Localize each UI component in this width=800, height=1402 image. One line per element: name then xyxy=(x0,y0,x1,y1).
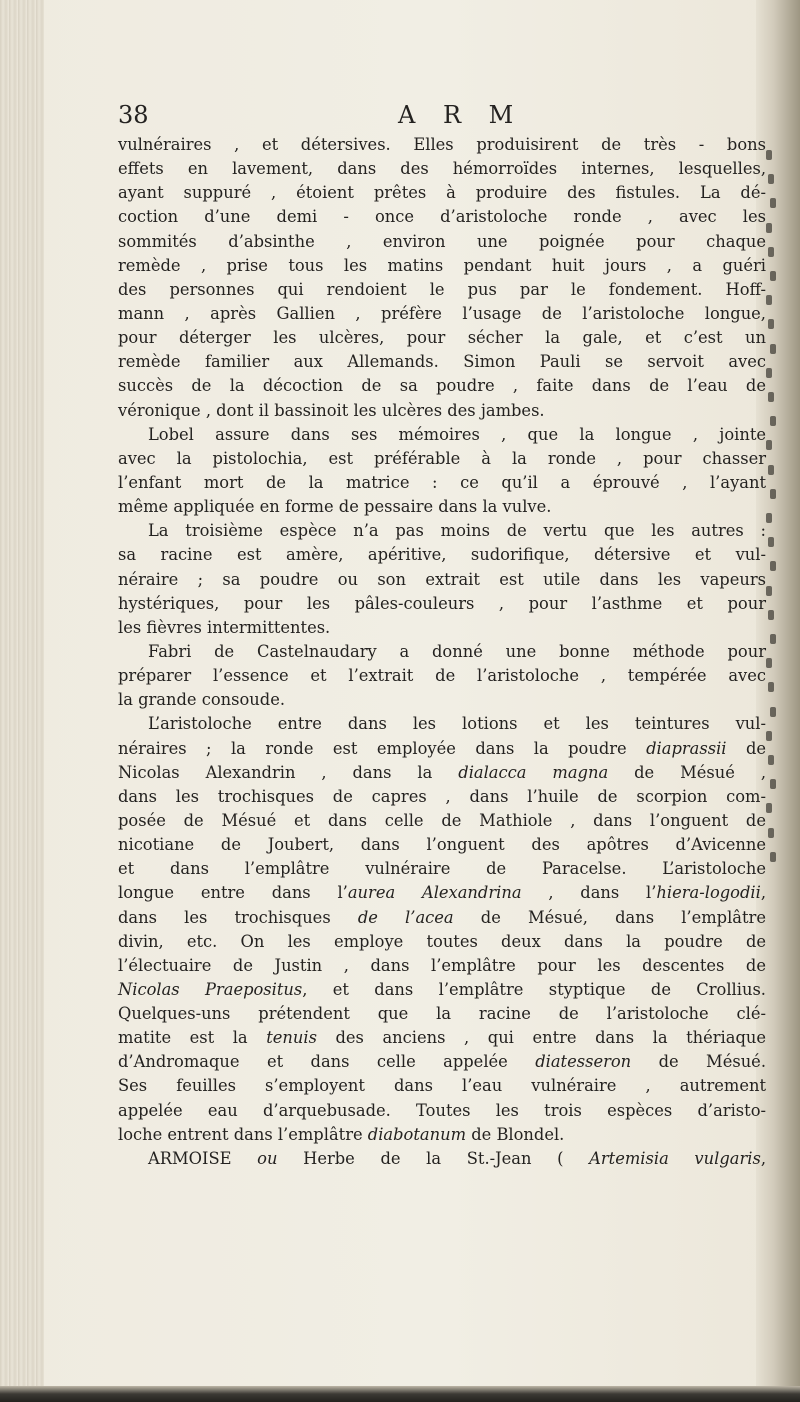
text-line: longue entre dans l’aurea Alexandrina , dans l’hiera-logodii, xyxy=(118,883,766,903)
bleed-mark xyxy=(770,271,776,281)
text-line: avec la pistolochia, est préférable à la ronde , pour chasser xyxy=(118,448,766,468)
text-line: les fièvres intermittentes. xyxy=(118,617,331,637)
text-line: L’aristoloche entre dans les lotions et les teintures vul- xyxy=(148,714,766,734)
text-line: coction d’une demi - once d’aristoloche ronde , avec les xyxy=(118,207,766,227)
text-line: appelée eau d’arquebusade. Toutes les trois espèces d’aristo- xyxy=(118,1100,766,1120)
bleed-mark xyxy=(768,247,774,257)
text-line: Lobel assure dans ses mémoires , que la longue , jointe xyxy=(148,424,766,444)
text-line: sommités d’absinthe , environ une poignée pour chaque xyxy=(118,231,766,251)
text-line: sa racine est amère, apéritive, sudorifique, détersive et vul- xyxy=(118,545,766,565)
text-line: hystériques, pour les pâles-couleurs , pour l’asthme et pour xyxy=(118,593,766,613)
text-line: vulnéraires , et détersives. Elles produisirent de très - bons xyxy=(118,135,766,154)
bleed-mark xyxy=(766,658,772,668)
bleed-mark xyxy=(766,223,772,233)
page-number: 38 xyxy=(118,101,149,129)
text-line: d’Andromaque et dans celle appelée diatesseron de Mésué. xyxy=(118,1052,766,1072)
bleed-mark xyxy=(768,610,774,620)
text-line: dans les trochisques de capres , dans l’huile de scorpion com- xyxy=(118,786,766,806)
bleed-mark xyxy=(770,198,776,208)
text-line: La troisième espèce n’a pas moins de vertu que les autres : xyxy=(148,521,766,541)
text-line: des personnes qui rendoient le pus par le fondement. Hoff- xyxy=(118,279,766,299)
page-left-edge xyxy=(0,0,44,1402)
bleed-mark xyxy=(766,731,772,741)
bleed-mark xyxy=(770,416,776,426)
bleed-mark xyxy=(770,707,776,717)
text-line: la grande consoude. xyxy=(118,690,286,710)
bleed-mark xyxy=(770,779,776,789)
bleed-mark xyxy=(766,295,772,305)
text-line: Nicolas Alexandrin , dans la dialacca magna de Mésué , xyxy=(118,762,766,782)
text-line: matite est la tenuis des anciens , qui entre dans la thériaque xyxy=(118,1028,766,1048)
bleed-mark xyxy=(766,440,772,450)
text-line: Nicolas Praepositus, et dans l’emplâtre styptique de Crollius. xyxy=(118,979,766,999)
text-line: l’électuaire de Justin , dans l’emplâtre pour les descentes de xyxy=(118,955,766,975)
text-line: ARMOISE ou Herbe de la St.-Jean ( Artemisia vulgaris, xyxy=(148,1148,766,1168)
bleed-mark xyxy=(766,803,772,813)
text-line: loche entrent dans l’emplâtre diabotanum de Blondel. xyxy=(118,1124,565,1144)
bleed-mark xyxy=(766,586,772,596)
text-line: effets en lavement, dans des hémorroïdes internes, lesquelles, xyxy=(118,159,766,179)
text-line: et dans l’emplâtre vulnéraire de Paracelse. L’aristoloche xyxy=(118,859,766,879)
text-line: véronique , dont il bassinoit les ulcères des jambes. xyxy=(118,400,545,420)
bleed-mark xyxy=(770,344,776,354)
running-head: A R M xyxy=(398,101,524,129)
body-text xyxy=(118,133,766,1171)
bleed-mark xyxy=(768,174,774,184)
bleed-mark xyxy=(768,682,774,692)
bleed-mark xyxy=(770,634,776,644)
text-line: divin, etc. On les employe toutes deux dans la poudre de xyxy=(118,931,766,951)
text-line: l’enfant mort de la matrice : ce qu’il a éprouvé , l’ayant xyxy=(118,472,766,492)
bleed-mark xyxy=(770,852,776,862)
text-line: Quelques-uns prétendent que la racine de l’aristoloche clé- xyxy=(118,1004,766,1024)
text-line: ayant suppuré , étoient prêtes à produire des fistules. La dé- xyxy=(118,183,766,203)
text-line: mann , après Gallien , préfère l’usage de l’aristoloche longue, xyxy=(118,303,766,323)
text-line: remède familier aux Allemands. Simon Pauli se servoit avec xyxy=(118,352,766,372)
text-line: Ses feuilles s’employent dans l’eau vulnéraire , autrement xyxy=(118,1076,766,1096)
text-line: posée de Mésué et dans celle de Mathiole , dans l’onguent de xyxy=(118,810,766,830)
page-header xyxy=(118,100,758,130)
bleed-mark xyxy=(768,465,774,475)
page-bottom-edge xyxy=(0,1386,800,1402)
text-line: néraires ; la ronde est employée dans la poudre diaprassii de xyxy=(118,738,767,758)
text-line: succès de la décoction de sa poudre , faite dans de l’eau de xyxy=(118,376,766,396)
text-line: préparer l’essence et l’extrait de l’aristoloche , tempérée avec xyxy=(118,666,766,686)
bleed-mark xyxy=(768,392,774,402)
bleed-mark xyxy=(766,150,772,160)
text-line: remède , prise tous les matins pendant huit jours , a guéri xyxy=(118,255,766,275)
bleed-mark xyxy=(768,828,774,838)
text-line: dans les trochisques de l’acea de Mésué, dans l’emplâtre xyxy=(118,907,766,927)
bleed-mark xyxy=(768,755,774,765)
text-line: néraire ; sa poudre ou son extrait est utile dans les vapeurs xyxy=(118,569,766,589)
bleed-mark xyxy=(766,368,772,378)
bleed-mark xyxy=(768,537,774,547)
text-line: même appliquée en forme de pessaire dans la vulve. xyxy=(118,497,552,517)
bleed-mark xyxy=(770,561,776,571)
text-line: nicotiane de Joubert, dans l’onguent des apôtres d’Avicenne xyxy=(118,835,766,855)
bleed-mark xyxy=(766,513,772,523)
text-line: pour déterger les ulcères, pour sécher la gale, et c’est un xyxy=(118,328,766,348)
bleed-mark xyxy=(770,489,776,499)
bleed-mark xyxy=(768,319,774,329)
text-line: Fabri de Castelnaudary a donné une bonne méthode pour xyxy=(148,641,766,661)
